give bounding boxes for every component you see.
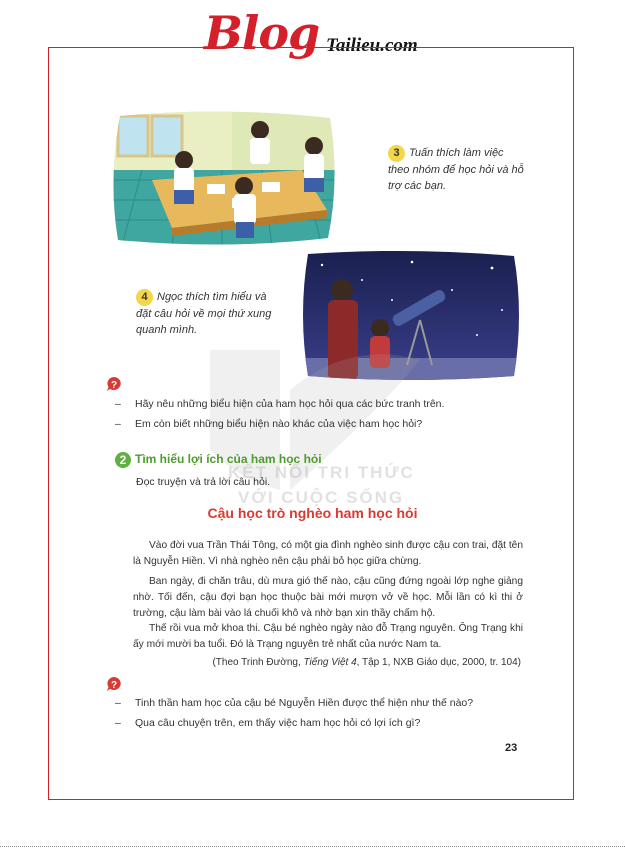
bullet-dash: – xyxy=(115,398,121,410)
source-prefix: (Theo Trinh Đường, xyxy=(212,657,304,668)
bullet-dash: – xyxy=(115,717,121,729)
section-number: 2 xyxy=(115,452,131,468)
story-source xyxy=(212,657,521,668)
bullet-dash: – xyxy=(115,697,121,709)
story-title: Cậu học trò nghèo ham học hỏi xyxy=(207,505,418,521)
logo-blog-text: Blog xyxy=(204,6,320,60)
svg-text:?: ? xyxy=(110,380,118,391)
caption-3 xyxy=(388,145,528,194)
badge-4: 4 xyxy=(136,289,153,306)
question-2a: Tinh thần ham học của cậu bé Nguyễn Hiền được thể hiện như thế nào? xyxy=(135,697,474,709)
story-paragraph-1: Vào đời vua Trần Thái Tông, có một gia đình nghèo sinh được cậu con trai, đặt tên là Nguyễn Hiền. Vì nhà nghèo nên cậu phải bỏ học giữa chừng. xyxy=(133,540,523,567)
question-1b: Em còn biết những biểu hiện nào khác của việc ham học hỏi? xyxy=(135,418,423,430)
page-number: 23 xyxy=(505,742,518,754)
question-1a: Hãy nêu những biểu hiện của ham học hỏi qua các bức tranh trên. xyxy=(135,398,445,410)
source-book: Tiếng Việt 4 xyxy=(303,657,357,668)
svg-text:?: ? xyxy=(110,680,118,691)
badge-3: 3 xyxy=(388,145,405,162)
question-bubble-icon xyxy=(106,676,122,692)
watermark-line1: KẾT NỐI TRI THỨC xyxy=(228,463,415,482)
caption-4-text: Ngọc thích tìm hiểu và đặt câu hỏi về mọi thứ xung quanh mình. xyxy=(136,291,272,336)
watermark-line2: VỚI CUỘC SỐNG xyxy=(238,488,405,507)
story-paragraph-3: Thế rồi vua mở khoa thi. Cậu bé nghèo ngày nào đỗ Trạng nguyên. Ông Trạng khi ấy mới mười ba tuổi. Đó là Trạng nguyên trẻ nhất của nước Nam ta. xyxy=(133,623,523,650)
bullet-dash: – xyxy=(115,418,121,430)
caption-3-text: Tuấn thích làm việc theo nhóm để học hỏi và hỗ trợ các bạn. xyxy=(388,147,524,192)
question-2b: Qua câu chuyện trên, em thấy việc ham học hỏi có lợi ích gì? xyxy=(135,717,421,729)
source-suffix: , Tập 1, NXB Giáo dục, 2000, tr. 104) xyxy=(356,657,521,668)
classroom-illustration xyxy=(112,110,338,246)
question-bubble-icon xyxy=(106,376,122,392)
section-instruction: Đọc truyện và trả lời câu hỏi. xyxy=(136,476,271,488)
story-paragraph-2: Ban ngày, đi chăn trâu, dù mưa gió thế nào, cậu cũng đứng ngoài lớp nghe giảng nhờ. Tối đến, cậu đợi bạn học thuộc bài mới mượn vở về học. Mỗi lần có kì thi ở trường, cậu làm bài vào lá chuối khô và nhờ bạn xin thầy chấm hộ. xyxy=(133,576,523,619)
section-title: Tìm hiểu lợi ích của ham học hỏi xyxy=(135,452,322,466)
bottom-divider xyxy=(0,846,625,849)
logo-tailieu-text: Tailieu.com xyxy=(326,35,418,56)
